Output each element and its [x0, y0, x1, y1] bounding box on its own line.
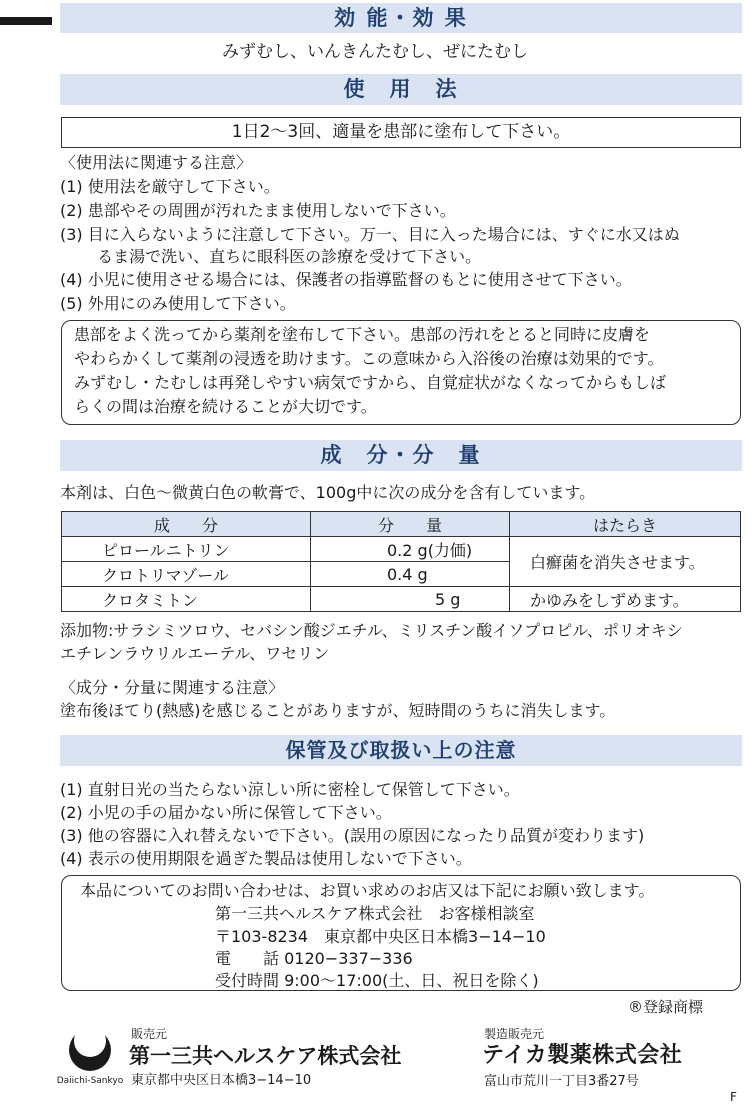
usage-note-3: (3) 目に入らないように注意して下さい。万一、目に入った場合には、すぐに水又はぬ — [60, 225, 680, 244]
usage-note-3-continued: るま湯で洗い、直ちに眼科医の診療を受けて下さい。 — [60, 247, 482, 266]
ingredient-amount: 5 g — [311, 587, 510, 612]
table-row — [62, 537, 741, 562]
usage-advice-box — [61, 320, 741, 425]
storage-item-3: (3) 他の容器に入れ替えないで下さい。(誤用の原因になったり品質が変わります) — [60, 826, 645, 845]
usage-advice-line-3: みずむし・たむしは再発しやすい病気ですから、自覚症状がなくなってからもしば — [74, 373, 667, 392]
usage-note-4: (4) 小児に使用させる場合には、保護者の指導監督のもとに使用させて下さい。 — [60, 270, 632, 289]
usage-advice-line-2: やわらかくして薬剤の浸透を助けます。この意味から入浴後の治療は効果的です。 — [74, 349, 664, 368]
contact-phone: 電 話 0120−337−336 — [215, 949, 413, 968]
efficacy-text: みずむし、いんきんたむし、ぜにたむし — [222, 42, 528, 62]
seller-role: 販売元 — [131, 1027, 168, 1041]
efficacy-heading-band — [60, 3, 742, 33]
daiichi-sankyo-logo-icon — [65, 1027, 115, 1073]
table-row — [62, 587, 741, 612]
usage-instruction-box — [61, 117, 741, 148]
storage-item-1: (1) 直射日光の当たらない涼しい所に密栓して保管して下さい。 — [60, 780, 520, 799]
ingredient-amount: 0.2 g(力価) — [311, 537, 510, 562]
additives-line-2: エチレンラウリルエーテル、ワセリン — [60, 644, 330, 663]
seller-block — [56, 1027, 420, 1097]
ingredient-name: クロタミトン — [62, 587, 311, 612]
ingredients-heading-band — [60, 440, 742, 471]
ingredients-intro: 本剤は、白色〜微黄白色の軟膏で、100g中に次の成分を含有しています。 — [60, 483, 596, 502]
efficacy-heading: 効 能・効 果 — [334, 6, 468, 30]
contact-intro: 本品についてのお問い合わせは、お買い求めのお店又は下記にお願い致します。 — [80, 881, 655, 900]
manufacturer-address: 富山市荒川一丁目3番27号 — [484, 1074, 639, 1089]
usage-advice-line-4: らくの間は治療を続けることが大切です。 — [74, 397, 377, 416]
storage-item-4: (4) 表示の使用期限を過ぎた製品は使用しないで下さい。 — [60, 849, 472, 868]
contact-company: 第一三共ヘルスケア株式会社 お客様相談室 — [215, 904, 535, 923]
column-header-ingredient: 成 分 — [62, 512, 311, 537]
ingredient-name: クロトリマゾール — [62, 562, 311, 587]
storage-heading-band — [60, 735, 742, 766]
manufacturer-role: 製造販売元 — [484, 1027, 545, 1041]
ingredient-amount: 0.4 g — [311, 562, 510, 587]
storage-heading: 保管及び取扱い上の注意 — [285, 738, 517, 762]
ingredients-table — [61, 511, 741, 612]
usage-advice-line-1: 患部をよく洗ってから薬剤を塗布して下さい。患部の汚れをとると同時に皮膚を — [74, 325, 651, 344]
usage-notes-heading: 〈使用法に関連する注意〉 — [60, 153, 253, 172]
usage-note-1: (1) 使用法を厳守して下さい。 — [60, 177, 280, 196]
corner-mark — [0, 17, 52, 25]
contact-hours: 受付時間 9:00〜17:00(土、日、祝日を除く) — [215, 971, 539, 990]
ingredients-notes-heading: 〈成分・分量に関連する注意〉 — [60, 678, 285, 697]
contact-box — [61, 875, 741, 991]
seller-logo-caption: Daiichi-Sankyo — [56, 1076, 124, 1086]
seller-name: 第一三共ヘルスケア株式会社 — [129, 1044, 402, 1068]
table-header-row — [62, 512, 741, 537]
usage-heading-band — [60, 74, 742, 105]
usage-heading: 使 用 法 — [343, 77, 459, 101]
manufacturer-name: テイカ製薬株式会社 — [482, 1043, 683, 1068]
additives-line-1: 添加物:サラシミツロウ、セバシン酸ジエチル、ミリスチン酸イソプロピル、ポリオキシ — [60, 621, 683, 640]
ingredients-note: 塗布後ほてり(熱感)を感じることがありますが、短時間のうちに消失します。 — [60, 701, 616, 720]
usage-note-2: (2) 患部やその周囲が汚れたまま使用しないで下さい。 — [60, 201, 456, 220]
ingredients-heading: 成 分・分 量 — [320, 443, 482, 467]
usage-instruction: 1日2〜3回、適量を患部に塗布して下さい。 — [231, 122, 571, 142]
usage-note-5: (5) 外用にのみ使用して下さい。 — [60, 294, 296, 313]
trademark-note: ®登録商標 — [628, 998, 704, 1016]
ingredient-function: かゆみをしずめます。 — [510, 587, 741, 612]
contact-address: 〒103-8234 東京都中央区日本橋3−14−10 — [215, 927, 546, 946]
ingredient-function: 白癬菌を消失させます。 — [510, 537, 741, 587]
seller-address: 東京都中央区日本橋3−14−10 — [131, 1073, 312, 1088]
manufacturer-block — [482, 1027, 744, 1097]
print-code: F — [730, 1090, 737, 1104]
storage-item-2: (2) 小児の手の届かない所に保管して下さい。 — [60, 803, 392, 822]
column-header-amount: 分 量 — [311, 512, 510, 537]
column-header-function: はたらき — [510, 512, 741, 537]
ingredient-name: ピロールニトリン — [62, 537, 311, 562]
